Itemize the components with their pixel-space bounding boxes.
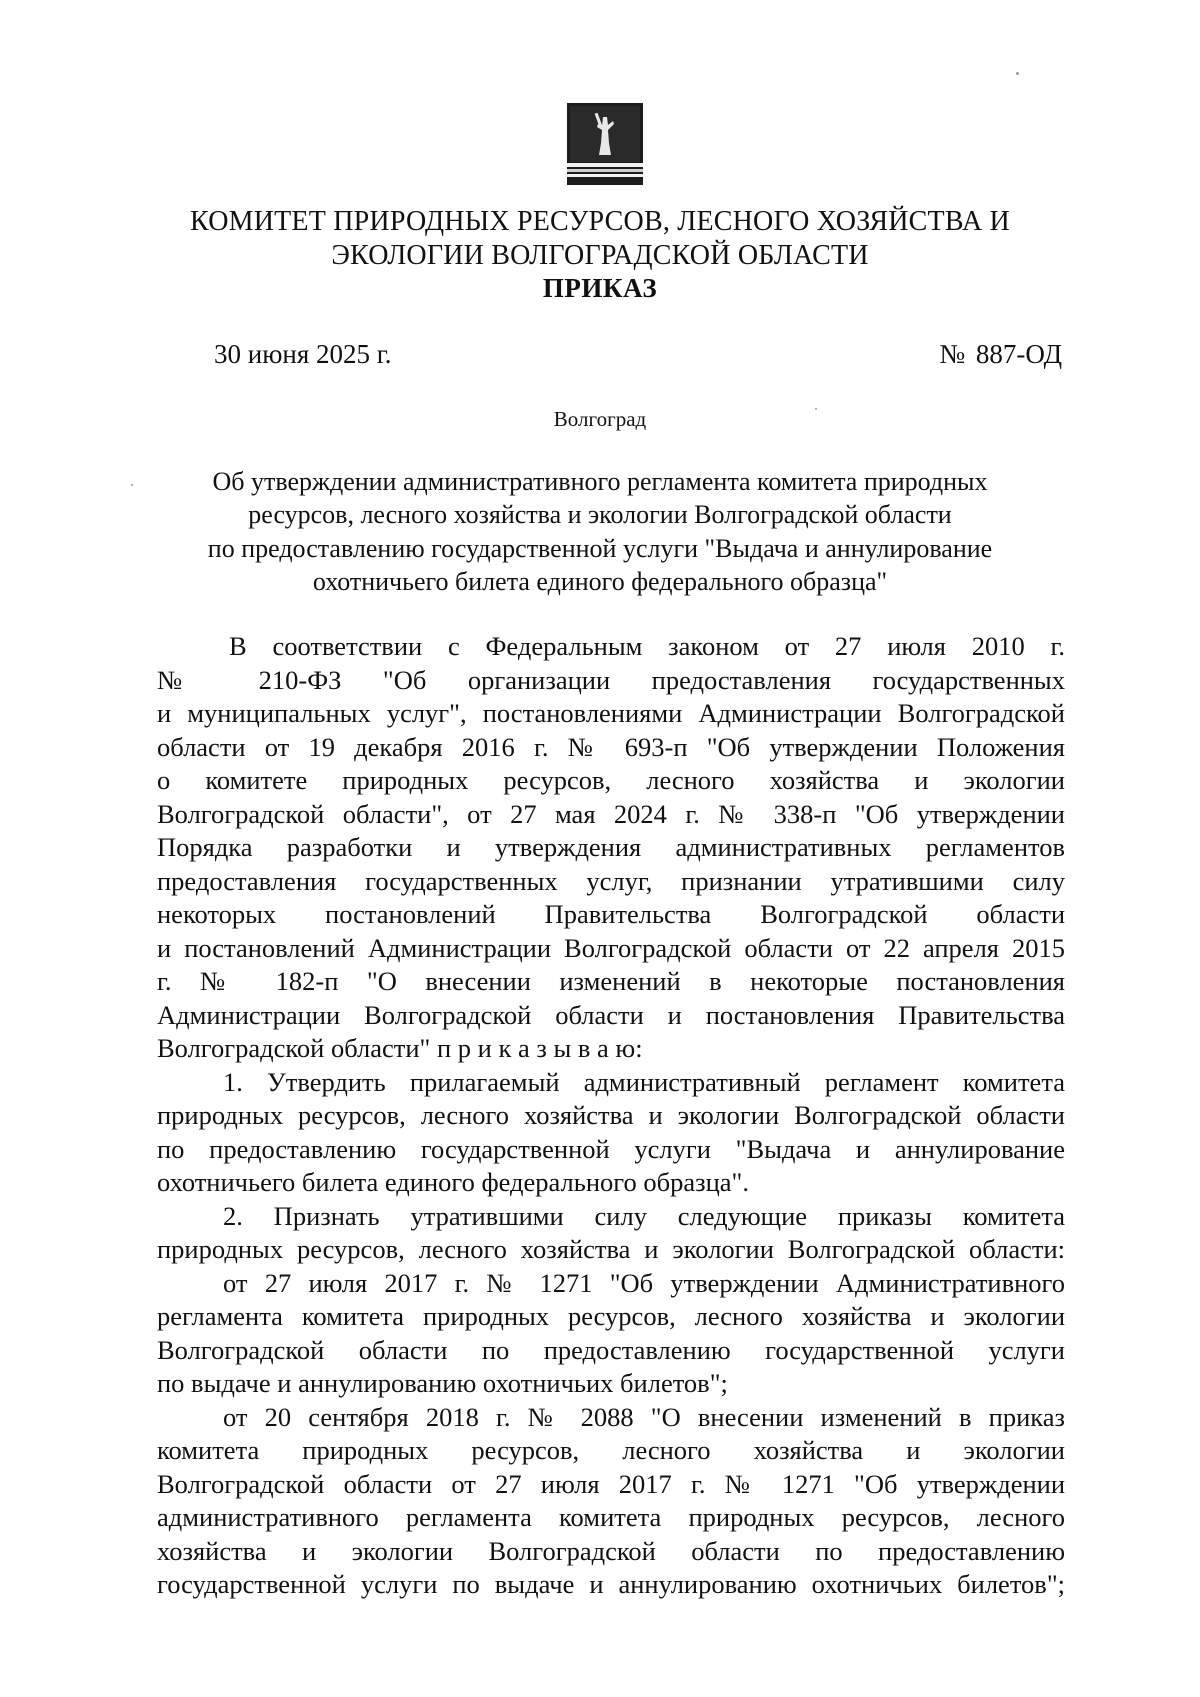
order-title-line: Об утверждении административного регламента комитета природных	[212, 467, 988, 496]
body-line: от 20 сентября 2018 г. № 2088 "О внесении изменений в приказ	[223, 1401, 1065, 1432]
scan-speck	[815, 408, 817, 410]
scan-speck	[131, 484, 133, 486]
body-line: Волгоградской области" п р и к а з ы в а ю:	[157, 1033, 643, 1063]
body-line: некоторых постановлений Правительства Волгоградской области	[157, 899, 1065, 929]
body-line: от 27 июля 2017 г. № 1271 "Об утверждении Административного	[223, 1267, 1065, 1298]
body-line: и муниципальных услуг", постановлениями Администрации Волгоградской	[157, 698, 1065, 728]
body-line: административного регламента комитета природных ресурсов, лесного	[157, 1502, 1065, 1532]
order-title-line: охотничьего билета единого федерального образца"	[312, 567, 888, 596]
body-line: и постановлений Администрации Волгоградской области от 22 апреля 2015	[157, 932, 1065, 963]
body-line: о комитете природных ресурсов, лесного хозяйства и экологии	[157, 765, 1065, 795]
body-line: Порядка разработки и утверждения административных регламентов	[157, 832, 1065, 862]
body-line: природных ресурсов, лесного хозяйства и экологии Волгоградской области	[157, 1100, 1065, 1130]
body-line: Администрации Волгоградской области и постановления Правительства	[157, 999, 1065, 1030]
body-line: предоставления государственных услуг, признании утратившими силу	[157, 865, 1065, 896]
body-line: комитета природных ресурсов, лесного хозяйства и экологии	[157, 1435, 1065, 1465]
body-line: охотничьего билета единого федерального образца".	[157, 1167, 749, 1197]
order-body	[157, 630, 1065, 1602]
body-line: № 210-ФЗ "Об организации предоставления государственных	[157, 664, 1065, 695]
body-line: регламента комитета природных ресурсов, лесного хозяйства и экологии	[157, 1301, 1065, 1331]
body-line: государственной услуги по выдаче и аннулированию охотничьих билетов";	[157, 1569, 1065, 1599]
body-line: природных ресурсов, лесного хозяйства и экологии Волгоградской области:	[157, 1234, 1065, 1264]
body-line: 1. Утвердить прилагаемый административный регламент комитета	[223, 1066, 1065, 1097]
volgograd-coat-of-arms-icon	[567, 103, 643, 185]
order-title-line: ресурсов, лесного хозяйства и экологии Волгоградской области	[248, 500, 952, 529]
scan-speck	[1016, 72, 1019, 75]
body-line: хозяйства и экологии Волгоградской области по предоставлению	[157, 1535, 1065, 1566]
body-line: 2. Признать утратившими силу следующие приказы комитета	[223, 1200, 1065, 1231]
body-line: по предоставлению государственной услуги "Выдача и аннулирование	[157, 1133, 1065, 1164]
body-line: по выдаче и аннулированию охотничьих билетов";	[157, 1368, 728, 1398]
body-line: В соответствии с Федеральным законом от 27 июля 2010 г.	[229, 631, 1065, 661]
order-number: № 887-ОД	[939, 339, 1062, 369]
body-line: Волгоградской области по предоставлению государственной услуги	[157, 1334, 1065, 1365]
order-date: 30 июня 2025 г.	[214, 339, 392, 369]
order-city: Волгоград	[553, 407, 647, 431]
org-name-line-1: КОМИТЕТ ПРИРОДНЫХ РЕСУРСОВ, ЛЕСНОГО ХОЗЯЙСТВА И	[190, 206, 1010, 237]
body-line: области от 19 декабря 2016 г. № 693-п "Об утверждении Положения	[157, 731, 1065, 762]
document-type-heading: ПРИКАЗ	[542, 273, 658, 303]
body-line: г. № 182-п "О внесении изменений в некоторые постановления	[157, 966, 1065, 996]
org-name-line-2: ЭКОЛОГИИ ВОЛГОГРАДСКОЙ ОБЛАСТИ	[331, 240, 869, 271]
body-line: Волгоградской области от 27 июля 2017 г. № 1271 "Об утверждении	[157, 1468, 1065, 1499]
order-title-line: по предоставлению государственной услуги "Выдача и аннулирование	[207, 534, 993, 563]
body-line: Волгоградской области", от 27 мая 2024 г. № 338-п "Об утверждении	[157, 798, 1065, 829]
